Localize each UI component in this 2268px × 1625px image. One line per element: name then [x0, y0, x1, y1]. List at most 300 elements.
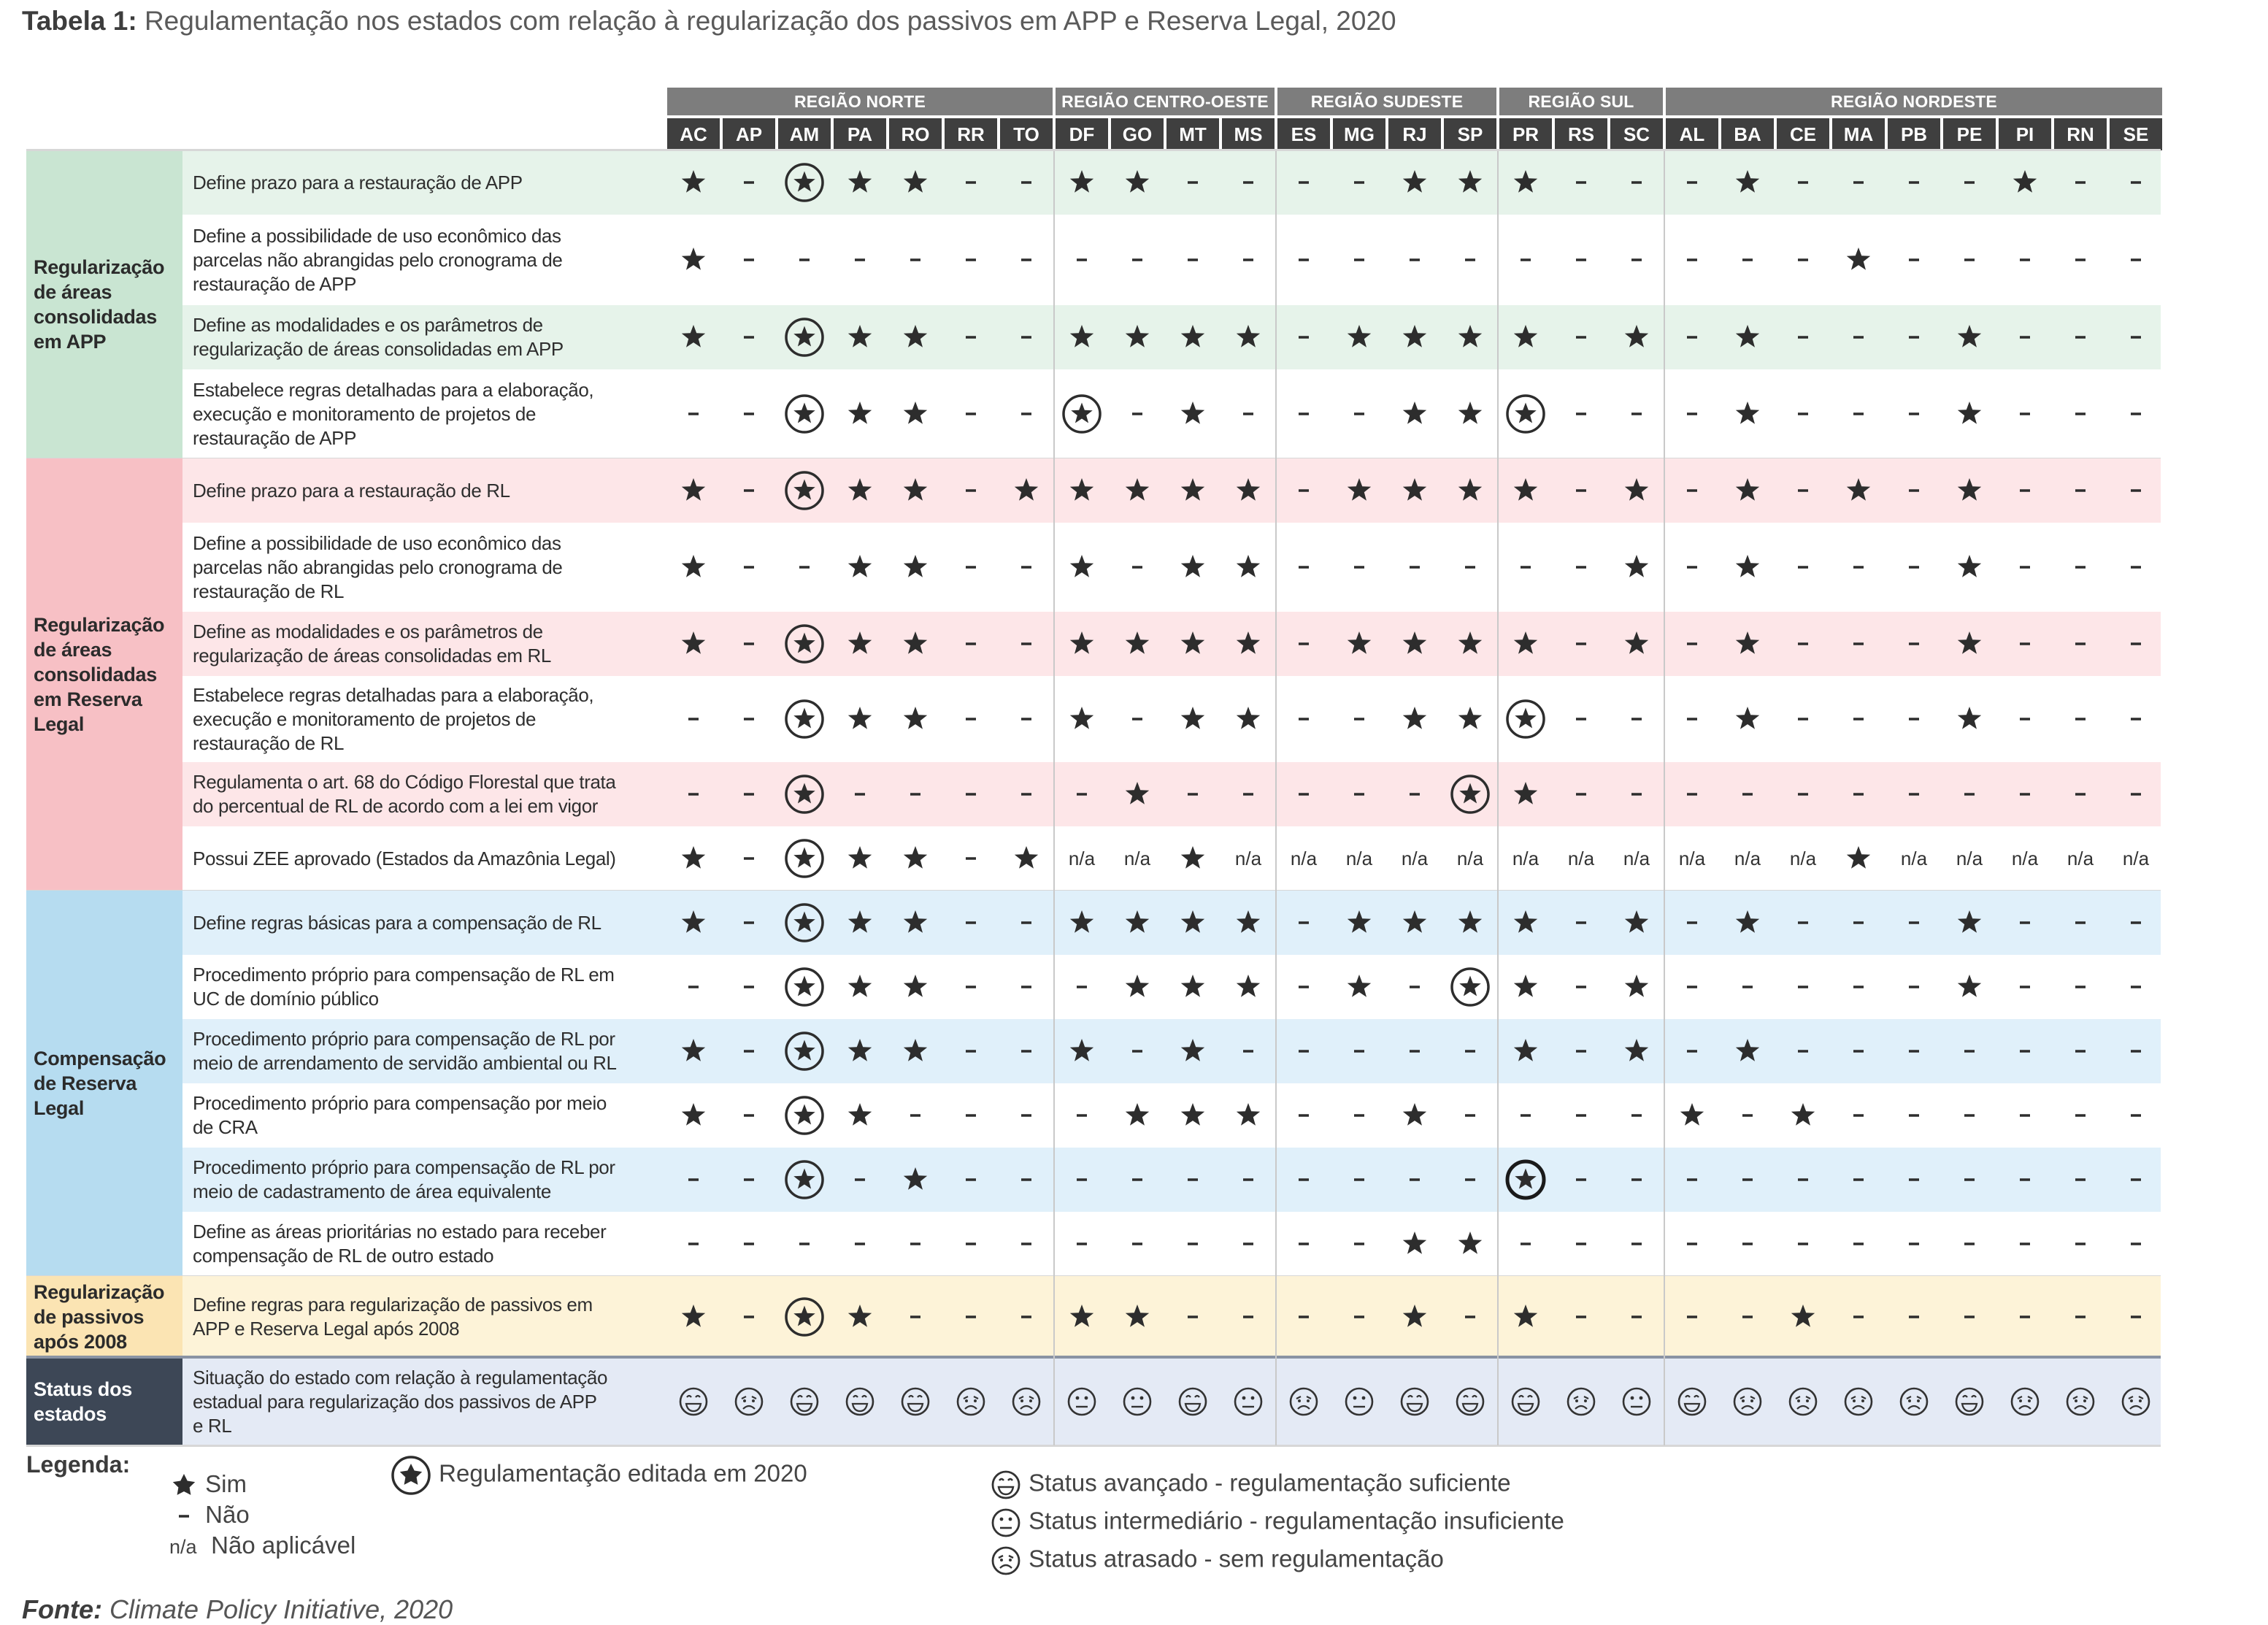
neutral-face-icon: [1346, 1388, 1372, 1415]
source-text: Climate Policy Initiative, 2020: [109, 1594, 453, 1624]
star-icon: [1458, 325, 1482, 347]
star-icon: [1958, 402, 1981, 424]
star-icon: [1458, 1232, 1482, 1254]
row-values: [666, 215, 2164, 305]
star-icon: [1015, 478, 1038, 501]
star-icon: [1736, 325, 1759, 347]
sad-face-icon: [2012, 1388, 2038, 1415]
row-values: [666, 1212, 2164, 1276]
row-values: [666, 150, 2164, 215]
na-mark: n/a: [1623, 848, 1650, 869]
region-divider: [1664, 150, 1665, 1445]
sad-face-icon: [1291, 1388, 1317, 1415]
star-icon: [1625, 910, 1648, 933]
star-icon: [1514, 325, 1537, 347]
star-icon: [1181, 846, 1204, 869]
state-header: PR: [1499, 118, 1552, 150]
sad-face-icon: [1568, 1388, 1594, 1415]
state-header: CE: [1777, 118, 1829, 150]
state-header: MS: [1222, 118, 1275, 150]
row-values: [666, 1083, 2164, 1148]
star-icon: [1625, 478, 1648, 501]
na-mark: n/a: [2011, 848, 2039, 869]
circled-star-icon: [786, 164, 823, 201]
star-icon: [1514, 782, 1537, 804]
star-icon: [1847, 247, 1870, 270]
row-label: Estabelece regras detalhadas para a elaboração, execução e monitoramento de projetos de restauração de RL: [193, 683, 594, 754]
star-icon: [682, 247, 705, 270]
legend-title: Legenda:: [26, 1451, 131, 1478]
state-header: ES: [1277, 118, 1330, 150]
star-icon: [1958, 478, 1981, 501]
state-header: MT: [1166, 118, 1219, 150]
na-mark: n/a: [1401, 848, 1429, 869]
circled-star-icon: [1064, 396, 1100, 432]
category-divider: [26, 1445, 2161, 1447]
sad-face-icon: [2123, 1388, 2149, 1415]
dash-icon: [169, 1502, 199, 1531]
state-header: BA: [1721, 118, 1774, 150]
star-icon: [1126, 631, 1149, 654]
star-icon: [1126, 478, 1149, 501]
na-mark: n/a: [1068, 848, 1096, 869]
star-icon: [1514, 170, 1537, 193]
row-values: [666, 1148, 2164, 1212]
star-icon: [682, 846, 705, 869]
star-icon: [904, 478, 927, 501]
state-header: PA: [834, 118, 886, 150]
circled-star-icon: [786, 1097, 823, 1134]
star-icon: [1791, 1305, 1815, 1327]
star-icon: [1791, 1103, 1815, 1126]
na-mark: n/a: [1734, 848, 1761, 869]
star-icon: [1181, 707, 1204, 729]
star-icon: [1403, 325, 1426, 347]
star-icon: [2013, 170, 2037, 193]
na-mark: n/a: [1456, 848, 1484, 869]
star-icon: [682, 1039, 705, 1061]
circled-star-icon: [786, 969, 823, 1005]
sad-face-icon: [1734, 1388, 1761, 1415]
row-label: Define a possibilidade de uso econômico das parcelas não abrangidas pelo cronograma de restauração de RL: [193, 531, 563, 602]
star-icon: [1736, 1039, 1759, 1061]
star-icon: [1237, 707, 1260, 729]
region-divider: [1275, 150, 1277, 1445]
star-icon: [682, 910, 705, 933]
star-icon: [1625, 631, 1648, 654]
star-icon: [1958, 707, 1981, 729]
sad-face-icon: [958, 1388, 984, 1415]
star-icon: [904, 170, 927, 193]
star-icon: [169, 1471, 199, 1500]
star-icon: [682, 1305, 705, 1327]
star-icon: [1070, 170, 1093, 193]
star-icon: [848, 631, 872, 654]
header-divider: [26, 149, 2161, 151]
star-icon: [848, 1103, 872, 1126]
star-icon: [1403, 478, 1426, 501]
star-icon: [1237, 555, 1260, 577]
star-icon: [1458, 402, 1482, 424]
star-icon: [1126, 325, 1149, 347]
row-values: [666, 676, 2164, 762]
star-icon: [1403, 1305, 1426, 1327]
star-icon: [848, 325, 872, 347]
star-icon: [1458, 910, 1482, 933]
star-icon: [1237, 325, 1260, 347]
star-icon: [848, 846, 872, 869]
circled-star-icon: [786, 701, 823, 737]
star-icon: [1736, 707, 1759, 729]
star-icon: [1458, 707, 1482, 729]
star-icon: [848, 402, 872, 424]
circled-star-icon: [786, 319, 823, 356]
neutral-face-icon: [1623, 1388, 1650, 1415]
star-icon: [1126, 910, 1149, 933]
na-mark: n/a: [2067, 848, 2094, 869]
region-header: REGIÃO CENTRO-OESTE: [1056, 88, 1275, 115]
na-mark: n/a: [1567, 848, 1595, 869]
star-icon: [904, 846, 927, 869]
table-title: [22, 6, 1396, 37]
row-label: Regulamenta o art. 68 do Código Florestal que trata do percentual de RL de acordo com a lei em vigor: [193, 771, 616, 817]
state-header: RJ: [1388, 118, 1441, 150]
table-number: Tabela 1:: [22, 6, 137, 36]
state-header: RR: [945, 118, 997, 150]
legend-na-label: Não aplicável: [211, 1532, 356, 1559]
star-icon: [1181, 402, 1204, 424]
neutral-face-icon: [1124, 1388, 1150, 1415]
row-values: [666, 305, 2164, 369]
table-title-text: Regulamentação nos estados com relação à regularização dos passivos em APP e Reserva Legal, 2020: [144, 6, 1396, 36]
circled-star-icon: [1507, 701, 1544, 737]
star-icon: [1348, 325, 1371, 347]
region-divider: [1053, 150, 1055, 1445]
star-icon: [1403, 631, 1426, 654]
star-icon: [1070, 1305, 1093, 1327]
star-icon: [1181, 555, 1204, 577]
star-icon: [1403, 910, 1426, 933]
star-icon: [682, 555, 705, 577]
na-mark: n/a: [1956, 848, 1983, 869]
happy-face-icon: [1180, 1388, 1206, 1415]
star-icon: [848, 170, 872, 193]
star-icon: [1847, 846, 1870, 869]
star-icon: [1181, 975, 1204, 997]
sad-face-icon: [1845, 1388, 1872, 1415]
row-label: Procedimento próprio para compensação de RL por meio de arrendamento de servidão ambiental ou RL: [193, 1028, 617, 1074]
star-icon: [848, 975, 872, 997]
star-icon: [1348, 910, 1371, 933]
state-header: AC: [667, 118, 720, 150]
star-icon: [1237, 910, 1260, 933]
row-label: Define as modalidades e os parâmetros de regularização de áreas consolidadas em RL: [193, 621, 551, 666]
state-header: RS: [1555, 118, 1607, 150]
happy-face-icon: [1457, 1388, 1483, 1415]
star-icon: [904, 402, 927, 424]
star-icon: [1514, 631, 1537, 654]
legend-na-symbol: n/a: [169, 1536, 197, 1558]
legend-nao-label: Não: [205, 1501, 250, 1528]
star-icon: [1126, 1305, 1149, 1327]
star-icon: [1458, 170, 1482, 193]
star-icon: [1736, 478, 1759, 501]
star-icon: [1958, 555, 1981, 577]
star-icon: [904, 631, 927, 654]
circled-star-icon: [786, 1299, 823, 1335]
category-label: Status dos estados: [26, 1358, 182, 1445]
happy-face-icon: [791, 1388, 818, 1415]
state-header: MA: [1832, 118, 1885, 150]
star-icon: [1070, 707, 1093, 729]
sad-face-icon: [990, 1545, 1022, 1577]
star-icon: [848, 555, 872, 577]
star-icon: [1958, 325, 1981, 347]
legend-edited-label: Regulamentação editada em 2020: [439, 1459, 807, 1487]
star-icon: [1514, 1039, 1537, 1061]
happy-face-icon: [1956, 1388, 1983, 1415]
star-icon: [1181, 631, 1204, 654]
star-icon: [1237, 1103, 1260, 1126]
happy-face-icon: [990, 1469, 1022, 1501]
sad-face-icon: [1790, 1388, 1816, 1415]
legend-na: [169, 1532, 355, 1559]
legend-nao: [169, 1501, 250, 1531]
row-values: [666, 1358, 2164, 1445]
circled-star-icon: [786, 396, 823, 432]
star-icon: [1403, 1232, 1426, 1254]
neutral-face-icon: [990, 1507, 1022, 1539]
circled-star-icon: [1452, 969, 1488, 1005]
state-header: DF: [1056, 118, 1108, 150]
star-icon: [904, 325, 927, 347]
star-icon: [1181, 910, 1204, 933]
state-header: SE: [2110, 118, 2162, 150]
star-icon: [1126, 1103, 1149, 1126]
star-icon: [1348, 478, 1371, 501]
row-label: Define as áreas prioritárias no estado para receber compensação de RL de outro estado: [193, 1221, 607, 1267]
state-header: TO: [1000, 118, 1053, 150]
legend-intermediate: [990, 1507, 1564, 1539]
star-icon: [1514, 1305, 1537, 1327]
star-icon: [1458, 631, 1482, 654]
row-label: Define regras para regularização de passivos em APP e Reserva Legal após 2008: [193, 1294, 593, 1340]
star-icon: [1847, 478, 1870, 501]
circled-star-icon: [1452, 776, 1488, 812]
state-header: RN: [2054, 118, 2107, 150]
circled-star-icon: [786, 904, 823, 941]
row-label: Possui ZEE aprovado (Estados da Amazônia Legal): [193, 847, 616, 869]
star-icon: [904, 707, 927, 729]
star-icon: [1015, 846, 1038, 869]
row-values: [666, 1276, 2164, 1358]
row-values: [666, 1019, 2164, 1083]
na-mark: n/a: [1678, 848, 1706, 869]
row-label: Define prazo para a restauração de APP: [193, 171, 523, 193]
circled-star-icon: [1507, 396, 1544, 432]
happy-face-icon: [847, 1388, 873, 1415]
category-label: Compensação de Reserva Legal: [26, 891, 182, 1276]
row-label: Estabelece regras detalhadas para a elaboração, execução e monitoramento de projetos de restauração de APP: [193, 378, 594, 449]
star-icon: [904, 910, 927, 933]
star-icon: [848, 707, 872, 729]
state-header: PI: [1999, 118, 2051, 150]
star-icon: [1680, 1103, 1704, 1126]
star-icon: [1736, 170, 1759, 193]
legend-late-label: Status atrasado - sem regulamentação: [1029, 1545, 1444, 1572]
star-icon: [1958, 910, 1981, 933]
row-label: Define a possibilidade de uso econômico das parcelas não abrangidas pelo cronograma de restauração de APP: [193, 224, 563, 295]
star-icon: [1403, 402, 1426, 424]
row-values: [666, 612, 2164, 676]
state-header: AM: [778, 118, 831, 150]
legend-sim: [169, 1470, 247, 1500]
star-icon: [1181, 1039, 1204, 1061]
star-icon: [904, 1039, 927, 1061]
star-icon: [848, 1039, 872, 1061]
happy-face-icon: [1402, 1388, 1428, 1415]
star-icon: [1514, 478, 1537, 501]
star-icon: [682, 325, 705, 347]
star-icon: [1736, 910, 1759, 933]
region-header: REGIÃO NORDESTE: [1666, 88, 2162, 115]
status-divider: [26, 1356, 2161, 1359]
star-icon: [1070, 1039, 1093, 1061]
legend-advanced-label: Status avançado - regulamentação suficiente: [1029, 1469, 1511, 1497]
row-values: [666, 523, 2164, 612]
region-divider: [1497, 150, 1499, 1445]
row-values: [666, 369, 2164, 458]
circled-star-icon: [786, 1161, 823, 1198]
legend-sim-label: Sim: [205, 1470, 247, 1497]
star-icon: [1070, 325, 1093, 347]
na-mark: n/a: [1234, 848, 1262, 869]
star-icon: [1736, 402, 1759, 424]
star-icon: [1237, 478, 1260, 501]
star-icon: [1403, 1103, 1426, 1126]
happy-face-icon: [902, 1388, 929, 1415]
neutral-face-icon: [1069, 1388, 1095, 1415]
na-mark: n/a: [1900, 848, 1928, 869]
circled-star-icon: [786, 472, 823, 509]
star-icon: [904, 1167, 927, 1190]
sad-face-icon: [1901, 1388, 1927, 1415]
star-icon: [1070, 631, 1093, 654]
star-icon: [682, 631, 705, 654]
star-icon: [1625, 325, 1648, 347]
star-icon: [1070, 478, 1093, 501]
star-icon: [1237, 631, 1260, 654]
star-icon: [904, 555, 927, 577]
star-icon: [1070, 910, 1093, 933]
star-icon: [848, 1305, 872, 1327]
category-label: Regularização de áreas consolidadas em Reserva Legal: [26, 458, 182, 891]
category-label: Regularização de passivos após 2008: [26, 1276, 182, 1358]
neutral-face-icon: [1235, 1388, 1261, 1415]
star-icon: [1181, 478, 1204, 501]
star-icon: [1348, 975, 1371, 997]
star-icon: [1958, 975, 1981, 997]
sad-face-icon: [2067, 1388, 2094, 1415]
circled-star-icon: [786, 776, 823, 812]
row-label: Procedimento próprio para compensação por meio de CRA: [193, 1092, 607, 1138]
row-values: [666, 762, 2164, 826]
star-icon: [1514, 975, 1537, 997]
row-values: [666, 891, 2164, 955]
state-header: GO: [1111, 118, 1164, 150]
na-mark: n/a: [1123, 848, 1151, 869]
star-icon: [1126, 975, 1149, 997]
circled-star-icon: [786, 840, 823, 877]
star-icon: [1958, 631, 1981, 654]
star-icon: [1403, 170, 1426, 193]
star-icon: [1070, 555, 1093, 577]
state-header: SC: [1610, 118, 1663, 150]
star-icon: [1625, 975, 1648, 997]
happy-face-icon: [1679, 1388, 1705, 1415]
star-icon: [848, 910, 872, 933]
sad-face-icon: [1013, 1388, 1039, 1415]
na-mark: n/a: [1345, 848, 1373, 869]
happy-face-icon: [1512, 1388, 1539, 1415]
circled-star-icon: [390, 1454, 432, 1497]
circled-star-icon: [786, 626, 823, 662]
row-values: [666, 458, 2164, 523]
na-mark: n/a: [1290, 848, 1318, 869]
star-icon: [904, 975, 927, 997]
star-icon: [1625, 555, 1648, 577]
state-header: AP: [723, 118, 775, 150]
sad-face-icon: [736, 1388, 762, 1415]
star-icon: [1181, 325, 1204, 347]
na-mark: n/a: [2122, 848, 2150, 869]
state-header: MG: [1333, 118, 1385, 150]
region-header: REGIÃO NORTE: [667, 88, 1053, 115]
row-label: Define prazo para a restauração de RL: [193, 479, 510, 502]
star-icon: [1625, 1039, 1648, 1061]
legend-intermediate-label: Status intermediário - regulamentação insuficiente: [1029, 1507, 1564, 1534]
row-label: Situação do estado com relação à regulamentação estadual para regularização dos passivos de APP e RL: [193, 1366, 608, 1437]
row-label: Define as modalidades e os parâmetros de regularização de áreas consolidadas em APP: [193, 314, 564, 360]
row-values: [666, 826, 2164, 891]
star-icon: [1348, 631, 1371, 654]
row-label: Procedimento próprio para compensação de RL em UC de domínio público: [193, 964, 615, 1010]
star-icon: [1514, 910, 1537, 933]
row-values: [666, 955, 2164, 1019]
star-icon: [682, 478, 705, 501]
source-label: Fonte:: [22, 1594, 102, 1624]
star-icon: [1736, 631, 1759, 654]
star-icon: [682, 170, 705, 193]
circled-star-icon: [1507, 1161, 1544, 1198]
star-icon: [682, 1103, 705, 1126]
star-icon: [1126, 782, 1149, 804]
star-icon: [1736, 555, 1759, 577]
category-label: Regularização de áreas consolidadas em APP: [26, 150, 182, 458]
region-header: REGIÃO SUL: [1499, 88, 1663, 115]
star-icon: [1237, 975, 1260, 997]
state-header: PE: [1943, 118, 1996, 150]
source-note: [22, 1594, 453, 1625]
state-header: SP: [1444, 118, 1496, 150]
star-icon: [1403, 707, 1426, 729]
star-icon: [1181, 1103, 1204, 1126]
row-label: Procedimento próprio para compensação de RL por meio de cadastramento de área equivalente: [193, 1156, 615, 1202]
state-header: RO: [889, 118, 942, 150]
na-mark: n/a: [1789, 848, 1817, 869]
state-header: AL: [1666, 118, 1718, 150]
legend-advanced: [990, 1469, 1511, 1501]
